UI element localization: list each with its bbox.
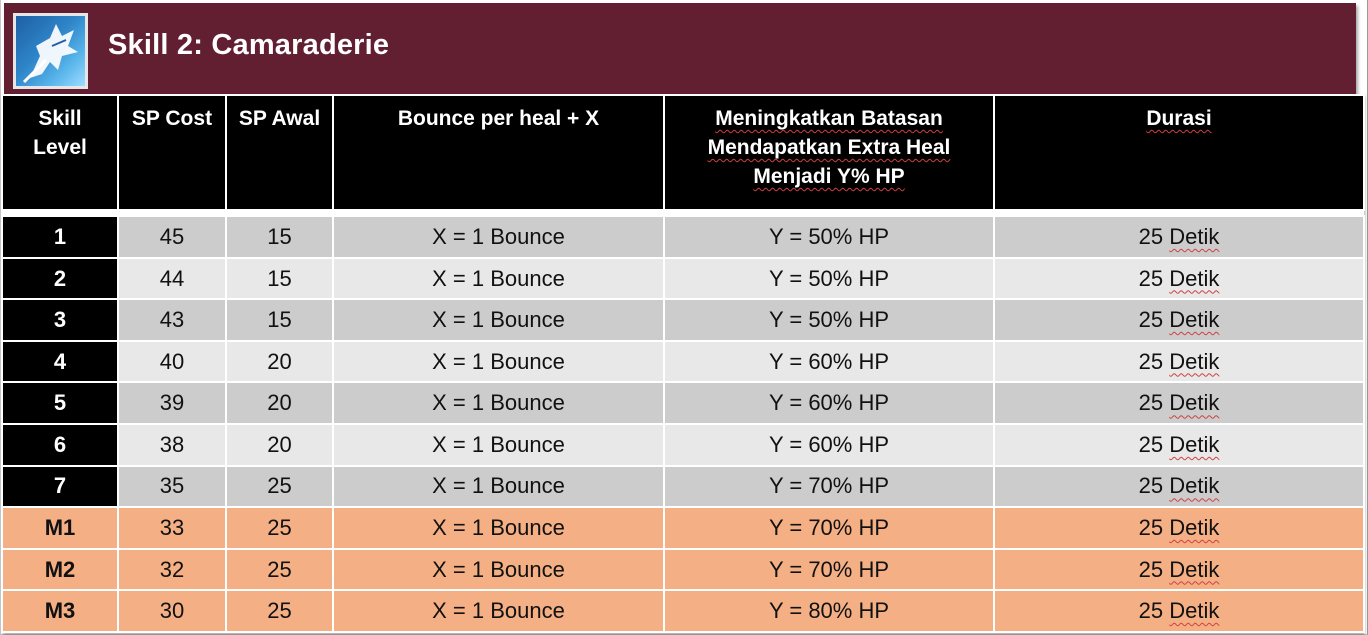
skill-level-table xyxy=(1,94,1365,633)
durasi-value: 25 Detik xyxy=(1138,514,1220,540)
table-row xyxy=(2,424,1364,466)
column-header-extra-heal: Meningkatkan Batasan Mendapatkan Extra Heal Menjadi Y% HP xyxy=(664,95,994,210)
cell-sp-cost: 45 xyxy=(118,216,226,258)
table-row xyxy=(2,382,1364,424)
cell-sp-awal: 20 xyxy=(226,341,333,383)
cell-skill-level: 4 xyxy=(2,341,118,383)
skill-camaraderie-icon xyxy=(13,13,88,89)
cell-bounce: X = 1 Bounce xyxy=(333,382,664,424)
column-header-bounce: Bounce per heal + X xyxy=(333,95,664,210)
column-header-sp-cost: SP Cost xyxy=(118,95,226,210)
durasi-value: 25 Detik xyxy=(1138,224,1220,250)
cell-durasi xyxy=(994,299,1364,341)
cell-sp-cost: 35 xyxy=(118,466,226,508)
cell-sp-cost: 33 xyxy=(118,507,226,549)
cell-sp-cost: 38 xyxy=(118,424,226,466)
cell-durasi xyxy=(994,216,1364,258)
column-header-sp-awal: SP Awal xyxy=(226,95,333,210)
cell-skill-level: 1 xyxy=(2,216,118,258)
cell-bounce: X = 1 Bounce xyxy=(333,507,664,549)
skill-header-banner xyxy=(4,3,1356,94)
cell-durasi xyxy=(994,341,1364,383)
durasi-value: 25 Detik xyxy=(1138,431,1220,457)
cell-sp-cost: 30 xyxy=(118,590,226,632)
durasi-value: 25 Detik xyxy=(1138,598,1220,624)
cell-sp-awal: 25 xyxy=(226,549,333,591)
cell-durasi xyxy=(994,424,1364,466)
cell-extra-heal: Y = 50% HP xyxy=(664,216,994,258)
cell-bounce: X = 1 Bounce xyxy=(333,590,664,632)
cell-durasi xyxy=(994,590,1364,632)
cell-skill-level: M1 xyxy=(2,507,118,549)
cell-extra-heal: Y = 50% HP xyxy=(664,258,994,300)
skill-table-container xyxy=(1,94,1363,633)
table-header-row xyxy=(2,95,1364,210)
cell-sp-awal: 20 xyxy=(226,382,333,424)
cell-extra-heal: Y = 60% HP xyxy=(664,424,994,466)
table-row xyxy=(2,258,1364,300)
table-row xyxy=(2,341,1364,383)
cell-sp-awal: 15 xyxy=(226,216,333,258)
cell-durasi xyxy=(994,549,1364,591)
cell-skill-level: 6 xyxy=(2,424,118,466)
cell-sp-awal: 15 xyxy=(226,299,333,341)
cell-bounce: X = 1 Bounce xyxy=(333,549,664,591)
cell-extra-heal: Y = 50% HP xyxy=(664,299,994,341)
page-title: Skill 2: Camaraderie xyxy=(108,29,390,61)
cell-extra-heal: Y = 70% HP xyxy=(664,466,994,508)
cell-sp-awal: 20 xyxy=(226,424,333,466)
cell-bounce: X = 1 Bounce xyxy=(333,341,664,383)
cell-sp-awal: 25 xyxy=(226,466,333,508)
cell-extra-heal: Y = 60% HP xyxy=(664,341,994,383)
cell-extra-heal: Y = 80% HP xyxy=(664,590,994,632)
cell-bounce: X = 1 Bounce xyxy=(333,466,664,508)
cell-skill-level: M3 xyxy=(2,590,118,632)
durasi-value: 25 Detik xyxy=(1138,348,1220,374)
table-row xyxy=(2,549,1364,591)
cell-skill-level: 3 xyxy=(2,299,118,341)
cell-durasi xyxy=(994,382,1364,424)
cell-sp-cost: 32 xyxy=(118,549,226,591)
table-row xyxy=(2,507,1364,549)
durasi-value: 25 Detik xyxy=(1138,556,1220,582)
cell-sp-cost: 40 xyxy=(118,341,226,383)
cell-extra-heal: Y = 70% HP xyxy=(664,549,994,591)
cell-bounce: X = 1 Bounce xyxy=(333,299,664,341)
cell-durasi xyxy=(994,466,1364,508)
cell-durasi xyxy=(994,507,1364,549)
cell-sp-cost: 44 xyxy=(118,258,226,300)
cell-extra-heal: Y = 60% HP xyxy=(664,382,994,424)
cell-bounce: X = 1 Bounce xyxy=(333,258,664,300)
cell-extra-heal: Y = 70% HP xyxy=(664,507,994,549)
durasi-value: 25 Detik xyxy=(1138,307,1220,333)
durasi-value: 25 Detik xyxy=(1138,390,1220,416)
table-row xyxy=(2,299,1364,341)
cell-bounce: X = 1 Bounce xyxy=(333,216,664,258)
table-row xyxy=(2,466,1364,508)
column-header-durasi: Durasi xyxy=(994,95,1364,210)
cell-bounce: X = 1 Bounce xyxy=(333,424,664,466)
cell-skill-level: M2 xyxy=(2,549,118,591)
cell-sp-cost: 39 xyxy=(118,382,226,424)
table-row xyxy=(2,216,1364,258)
table-row xyxy=(2,590,1364,632)
cell-sp-awal: 25 xyxy=(226,507,333,549)
cell-skill-level: 5 xyxy=(2,382,118,424)
cell-durasi xyxy=(994,258,1364,300)
cell-sp-awal: 25 xyxy=(226,590,333,632)
column-header-skill-level: Skill Level xyxy=(2,95,118,210)
durasi-value: 25 Detik xyxy=(1138,265,1220,291)
cell-sp-cost: 43 xyxy=(118,299,226,341)
cell-skill-level: 2 xyxy=(2,258,118,300)
durasi-value: 25 Detik xyxy=(1138,473,1220,499)
cell-skill-level: 7 xyxy=(2,466,118,508)
cell-sp-awal: 15 xyxy=(226,258,333,300)
